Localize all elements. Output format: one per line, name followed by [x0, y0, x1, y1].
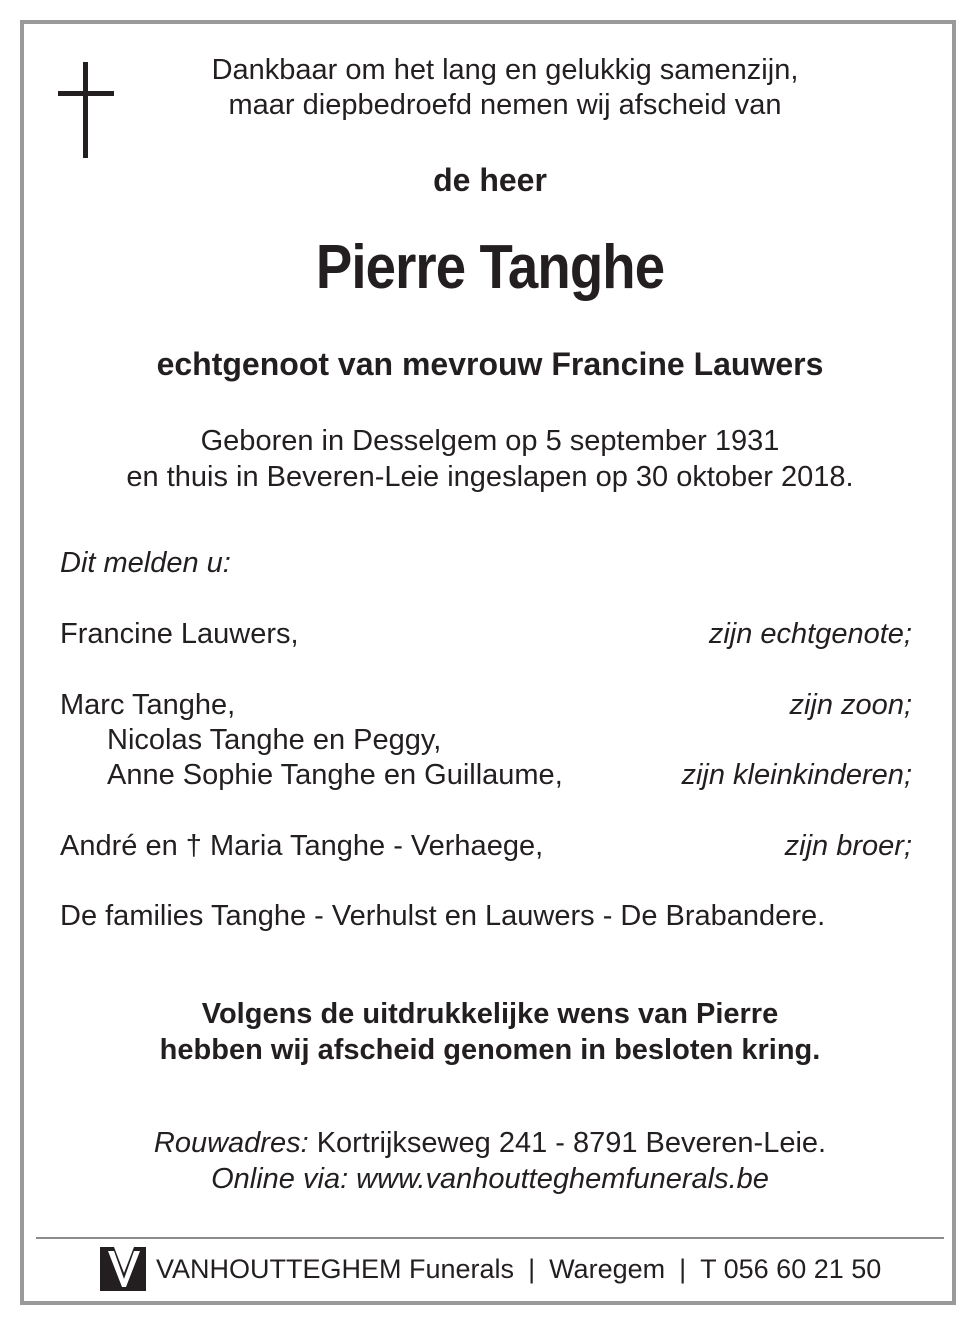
vanhoutteghem-logo-icon [100, 1247, 146, 1291]
company-city: Waregem [549, 1253, 666, 1284]
address-block [0, 1125, 980, 1197]
deceased-name: Pierre Tanghe [315, 233, 665, 302]
spouse-line: echtgenoot van mevrouw Francine Lauwers [156, 346, 824, 382]
intro-text: Dankbaar om het lang en gelukkig samenzijn, maar diepbedroefd nemen wij afscheid van [211, 54, 799, 121]
separator: | [679, 1253, 687, 1284]
birth-death-text: Geboren in Desselgem op 5 september 1931 en thuis in Beveren-Leie ingeslapen op 30 oktober 2018. [126, 425, 854, 493]
wish-text: Volgens de uitdrukkelijke wens van Pierre hebben wij afscheid genomen in besloten kring. [159, 998, 821, 1066]
company-name: VANHOUTTEGHEM Funerals [156, 1253, 515, 1284]
separator: | [528, 1253, 536, 1284]
footer [100, 1247, 881, 1291]
online-link[interactable]: Online via: www.vanhoutteghemfunerals.be [211, 1163, 769, 1195]
notice-frame [20, 20, 956, 1305]
title-honorific: de heer [433, 162, 547, 198]
address-line: Rouwadres: Kortrijkseweg 241 - 8791 Beveren-Leie. [153, 1127, 827, 1159]
footer-divider [36, 1237, 944, 1239]
company-phone: T 056 60 21 50 [700, 1253, 882, 1284]
